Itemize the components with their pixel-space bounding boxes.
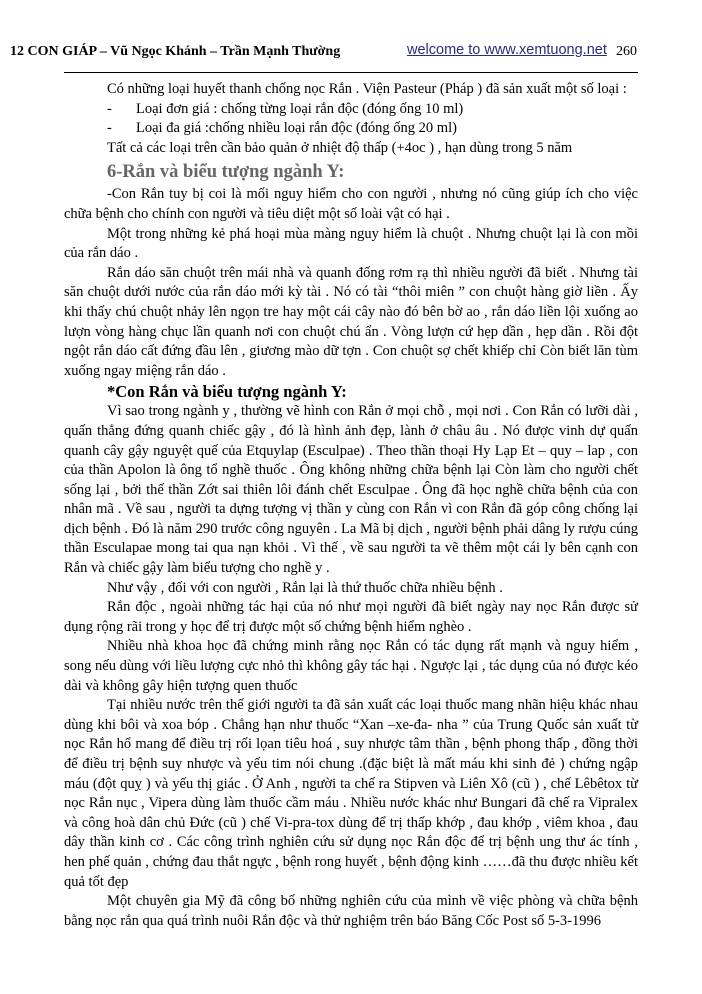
subsection-heading: *Con Rắn và biểu tượng ngành Y: bbox=[107, 382, 347, 402]
paragraph: Một trong những kẻ phá hoại mùa màng nguy hiểm là chuột . Nhưng chuột lại là con mồi của rắn dáo . bbox=[64, 225, 638, 262]
paragraph: Rắn độc , ngoài những tác hại của nó như mọi người đã biết ngày nay nọc Rắn được sử dụng rộng rãi trong y học để trị được một số chứng bệnh hiểm nghèo . bbox=[64, 599, 638, 635]
header-rule bbox=[64, 72, 638, 73]
paragraph: Tất cả các loại trên cần bảo quản ở nhiệt độ thấp (+4oc ) , hạn dùng trong 5 năm bbox=[107, 139, 573, 156]
section-heading: 6-Rắn và biểu tượng ngành Y: bbox=[107, 162, 345, 183]
paragraph: Rắn dáo săn chuột trên mái nhà và quanh đống rơm rạ thì nhiều người đã biết . Nhưng tài săn chuột dưới nước của rắn dáo mới kỳ tài . Nó có tài “thôi miên ” con chuột hàng giờ liền . Ấy khi thấy chú chuột nhảy lên ngọn tre hay một cái cây nào đó bên bờ ao , rắn dáo liền lội xuống ao lượn vòng hàng chục lần quanh nơi con chuột chú ẩn . Vòng lượn cứ hẹp dần , hẹp dần . Rồi đột ngột rắn dáo cất đứng đầu lên , giương mào dữ tợn . Con chuột sợ chết khiếp chỉ Còn biết lăn tùm xuống ngay miệng rắn dáo . bbox=[64, 264, 638, 379]
header-website-link[interactable]: welcome to www.xemtuong.net bbox=[407, 42, 607, 58]
list-item bbox=[64, 119, 638, 139]
paragraph: Một chuyên gia Mỹ đã công bố những nghiên cứu của mình về việc phòng và chữa bệnh bằng nọc rắn qua quá trình nuôi Rắn độc và thử nghiệm trên báo Băng Cốc Post số 5-3-1996 bbox=[64, 893, 638, 929]
paragraph: Tại nhiều nước trên thế giới người ta đã sản xuất các loại thuốc mang nhãn hiệu khác nhau dùng khi bôi và xoa bóp . Chẳng hạn như thuốc “Xan –xe-đa- nha ” của Trung Quốc sản xuất từ nọc Rắn hổ mang để điều trị rối lọan tiêu hoá , suy nhược tâm thần , bệnh phong thấp , đồng thời để điều trị bệnh suy nhược và yếu tim nói chung .(đặc biệt là mất máu khi sinh đẻ ) chứng ngập máu (đột quỵ ) và yếu thị giác . Ở Anh , người ta chế ra Stipven và Liên Xô (cũ ) , chế Lêbêtox từ nọc Rắn nục , Vipera dùng làm thuốc cầm máu . Nhiều nước khác như Bungari đã chế ra Vipralex và công hoà dân chủ Đức (cũ ) chế Vi-pra-tox dùng để trị thấp khớp , đau khớp , viêm khoa , đau dây thần kinh cơ . Các công trình nghiên cứu sử dụng nọc Rắn độc để trị bệnh ung thư ác tính , hen phế quản , chứng đau thắt ngực , bệnh rong huyết , bệnh động kinh ……đã thu được nhiều kết quả tốt đẹp bbox=[64, 697, 638, 890]
paragraph: Có những loại huyết thanh chống nọc Rắn . Viện Pasteur (Pháp ) đã sản xuất một số loại : bbox=[107, 81, 627, 97]
paragraph: -Con Rắn tuy bị coi là mối nguy hiểm cho con người , nhưng nó cũng giúp ích cho việc chữa bệnh cho chính con người và tiêu diệt một số loài vật có hại . bbox=[64, 186, 638, 222]
list-item-text: Loại đơn giá : chống từng loại rắn độc (đóng ống 10 ml) bbox=[136, 100, 464, 117]
list-item bbox=[64, 100, 638, 120]
page-body bbox=[64, 80, 638, 931]
page-number: 260 bbox=[616, 44, 637, 59]
page-header bbox=[10, 44, 638, 66]
paragraph: Nhiều nhà khoa học đã chứng minh rằng nọc Rắn có tác dụng rất mạnh và nguy hiểm , song nếu dùng với liều lượng cực nhỏ thì không gây tác hại . Ngược lại , tác dụng của nó được kéo dài và không gây hiện tượng quen thuốc bbox=[64, 638, 638, 694]
paragraph: Như vậy , đối với con người , Rắn lại là thứ thuốc chữa nhiều bệnh . bbox=[107, 579, 503, 596]
list-bullet: - bbox=[107, 120, 112, 137]
list-bullet: - bbox=[107, 100, 112, 117]
paragraph: Vì sao trong ngành y , thường vẽ hình con Rắn ở mọi chỗ , mọi nơi . Con Rắn có lưỡi dài , quấn thẳng đứng quanh chiếc gậy , đó là hình ảnh đẹp, lành ở châu âu . Nó được vinh dự quấn quanh cây gậy nguyệt quế của Etquylap (Esculpae) . Theo thần thoại Hy Lạp Et – quy – lap , con của thần Apolon là ông tổ nghề thuốc . Ông không những chữa bệnh lại Còn làm cho người chết sống lại , bởi thế thần Zớt sai thiên lôi đánh chết Esculpae . Ông đã học nghề chữa bệnh của con nhân mã . Về sau , người ta dựng tượng vị thần y cùng con Rắn vì con Rắn đã góp công chống lại dịch bệnh . Đó là năm 290 trước công nguyên . La Mã bị dịch , người bệnh phải dâng ly rượu cúng thần Esculapae mong tai qua nạn khỏi . Vì thế , về sau người ta vẽ thêm một cái ly bên cạnh con Rắn và chiếc gậy làm biểu tượng cho nghề y . bbox=[64, 403, 638, 577]
header-title: 12 CON GIÁP – Vũ Ngọc Khánh – Trần Mạnh Thường bbox=[10, 44, 341, 59]
list-item-text: Loại đa giá :chống nhiều loại rắn độc (đóng ống 20 ml) bbox=[136, 120, 457, 137]
